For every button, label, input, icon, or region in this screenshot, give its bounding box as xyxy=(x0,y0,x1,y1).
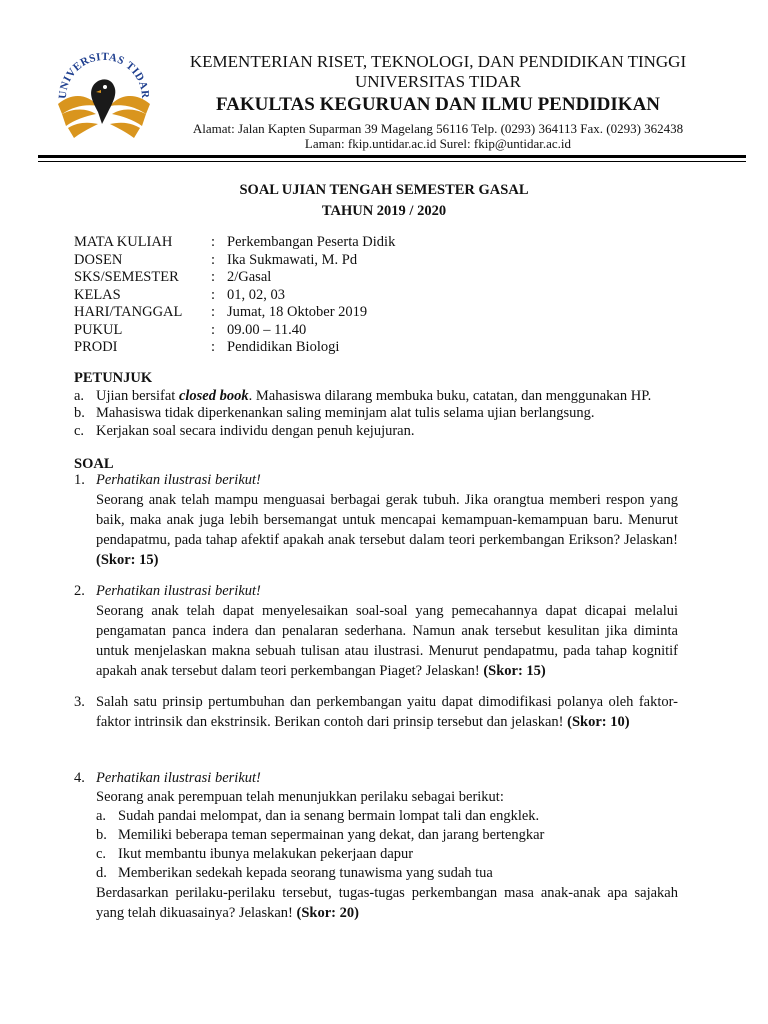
question-number: 1. xyxy=(74,472,85,488)
question-text: Salah satu prinsip pertumbuhan dan perkembangan yaitu dapat dimodifikasi polanya oleh faktor-faktor intrinsik dan ekstrinsik. Berikan contoh dari prinsip tersebut dan jelaskan! xyxy=(96,694,678,730)
question-text: Seorang anak telah mampu menguasai berbagai gerak tubuh. Jika orangtua memberi respon yang baik, maka anak juga lebih bersemangat untuk mencapai kemampuan-kemampuan baru. Menurut pendapatmu, pada tahap afektif apakah anak tersebut dalam teori perkembangan Erikson? Jelaskan! xyxy=(96,492,678,548)
question-score: (Skor: 20) xyxy=(296,905,359,921)
instruction-text: Mahasiswa tidak diperkenankan saling meminjam alat tulis selama ujian berlangsung. xyxy=(96,405,595,421)
question-4 xyxy=(74,768,678,923)
faculty-name: FAKULTAS KEGURUAN DAN ILMU PENDIDIKAN xyxy=(215,93,661,115)
question-subitem xyxy=(96,807,678,826)
info-row xyxy=(74,234,395,252)
instructions-list xyxy=(74,388,678,441)
subitem-marker: b. xyxy=(96,827,107,843)
question-lead: Perhatikan ilustrasi berikut! xyxy=(96,583,261,599)
contact-line: Laman: fkip.untidar.ac.id Surel: fkip@untidar.ac.id xyxy=(304,136,572,152)
exam-title-line2: TAHUN 2019 / 2020 xyxy=(321,203,447,219)
letterhead-divider-thin xyxy=(38,161,746,162)
info-label: PRODI xyxy=(74,339,118,355)
instruction-text: Kerjakan soal secara individu dengan penuh kejujuran. xyxy=(96,422,415,439)
info-colon: : xyxy=(211,304,216,320)
instruction-marker: b. xyxy=(74,405,85,421)
subitem-text: Ikut membantu ibunya melakukan pekerjaan dapur xyxy=(118,846,414,862)
instruction-item xyxy=(74,405,678,423)
instruction-text-part: . Mahasiswa dilarang membuka buku, catatan, dan menggunakan HP. xyxy=(248,387,652,404)
question-lead: Perhatikan ilustrasi berikut! xyxy=(96,472,261,488)
university-logo xyxy=(52,42,156,146)
subitem-text: Sudah pandai melompat, dan ia senang bermain lompat tali dan engklek. xyxy=(118,808,540,824)
info-label: KELAS xyxy=(74,286,121,303)
question-row xyxy=(74,581,678,681)
info-row xyxy=(74,269,395,287)
instruction-marker: c. xyxy=(74,422,85,439)
info-value: 2/Gasal xyxy=(227,269,272,285)
question-text-wrap xyxy=(96,883,678,923)
question-intro: Seorang anak perempuan telah menunjukkan perilaku sebagai berikut: xyxy=(96,789,504,805)
info-value: Ika Sukmawati, M. Pd xyxy=(227,251,358,268)
question-score: (Skor: 10) xyxy=(567,714,630,730)
subitem-marker: a. xyxy=(96,808,107,824)
info-row xyxy=(74,304,395,322)
info-value: 09.00 – 11.40 xyxy=(227,321,307,338)
instructions-heading: PETUNJUK xyxy=(74,370,153,386)
instructions-section xyxy=(74,370,678,440)
info-label: PUKUL xyxy=(74,321,123,338)
info-colon: : xyxy=(211,251,216,268)
question-subitem xyxy=(96,826,678,845)
info-label: MATA KULIAH xyxy=(74,234,173,250)
info-colon: : xyxy=(211,286,216,303)
info-row xyxy=(74,339,395,357)
questions-heading: SOAL xyxy=(74,456,114,472)
info-colon: : xyxy=(211,234,216,250)
question-3 xyxy=(74,692,678,732)
question-text: Seorang anak telah dapat menyelesaikan soal-soal yang pemecahannya dapat dicapai melalui pengamatan panca indera dan penalaran sederhana. Namun anak tersebut kesulitan jika diminta untuk menjelaskan makna sebuah tulisan atau ilustrasi. Menurut pendapatmu, pada tahap kognitif apakah anak tersebut dalam teori perkembangan Piaget? Jelaskan! xyxy=(96,603,678,679)
exam-title-line1: SOAL UJIAN TENGAH SEMESTER GASAL xyxy=(239,182,529,198)
question-lead: Perhatikan ilustrasi berikut! xyxy=(96,770,261,786)
info-row xyxy=(74,322,395,340)
university-name: UNIVERSITAS TIDAR xyxy=(355,72,521,92)
info-colon: : xyxy=(211,339,216,355)
instruction-emphasis: closed book xyxy=(178,387,249,404)
question-body xyxy=(96,768,678,923)
instruction-item xyxy=(74,423,678,441)
course-info xyxy=(74,234,395,357)
info-value: Perkembangan Peserta Didik xyxy=(227,234,396,250)
question-text-wrap xyxy=(96,692,678,732)
question-2 xyxy=(74,581,678,681)
info-label: HARI/TANGGAL xyxy=(74,304,183,320)
info-label: DOSEN xyxy=(74,251,123,268)
info-row xyxy=(74,287,395,305)
subitem-text: Memiliki beberapa teman sepermainan yang dekat, dan jarang bertengkar xyxy=(118,827,545,843)
question-body xyxy=(96,581,678,681)
logo-text: UNIVERSITAS TIDAR xyxy=(56,50,152,100)
instruction-text-part: Ujian bersifat xyxy=(96,387,179,404)
info-label: SKS/SEMESTER xyxy=(74,269,179,285)
subitem-marker: d. xyxy=(96,865,107,881)
question-number: 3. xyxy=(74,694,85,710)
question-body xyxy=(96,470,678,570)
letterhead-divider-thick xyxy=(38,155,746,158)
info-row xyxy=(74,252,395,270)
question-number: 2. xyxy=(74,583,85,599)
question-row xyxy=(74,768,678,923)
instruction-item xyxy=(74,388,678,406)
question-subitem xyxy=(96,864,678,883)
exam-title xyxy=(0,180,768,222)
info-value: Jumat, 18 Oktober 2019 xyxy=(227,304,368,320)
info-colon: : xyxy=(211,269,216,285)
question-number: 4. xyxy=(74,770,85,786)
question-text: Berdasarkan perilaku-perilaku tersebut, tugas-tugas perkembangan masa anak-anak apa sajakah yang telah dikuasainya? Jelaskan! xyxy=(96,885,678,921)
subitem-text: Memberikan sedekah kepada seorang tunawisma yang sudah tua xyxy=(118,865,493,881)
info-value: Pendidikan Biologi xyxy=(227,339,340,355)
question-score: (Skor: 15) xyxy=(483,663,546,679)
info-value: 01, 02, 03 xyxy=(227,286,285,303)
question-subitem xyxy=(96,845,678,864)
question-row xyxy=(74,470,678,570)
question-row xyxy=(74,692,678,732)
ministry-name: KEMENTERIAN RISET, TEKNOLOGI, DAN PENDIDIKAN TINGGI xyxy=(189,52,687,71)
question-1 xyxy=(74,470,678,570)
instruction-text xyxy=(96,388,651,406)
question-body xyxy=(96,692,678,732)
subitem-marker: c. xyxy=(96,846,107,862)
question-score: (Skor: 15) xyxy=(96,552,159,568)
question-text-wrap xyxy=(96,601,678,681)
info-colon: : xyxy=(211,321,216,338)
address-line: Alamat: Jalan Kapten Suparman 39 Magelang 56116 Telp. (0293) 364113 Fax. (0293) 362438 xyxy=(192,120,684,136)
instruction-marker: a. xyxy=(74,387,85,404)
letterhead xyxy=(158,52,718,152)
question-text-wrap xyxy=(96,490,678,570)
